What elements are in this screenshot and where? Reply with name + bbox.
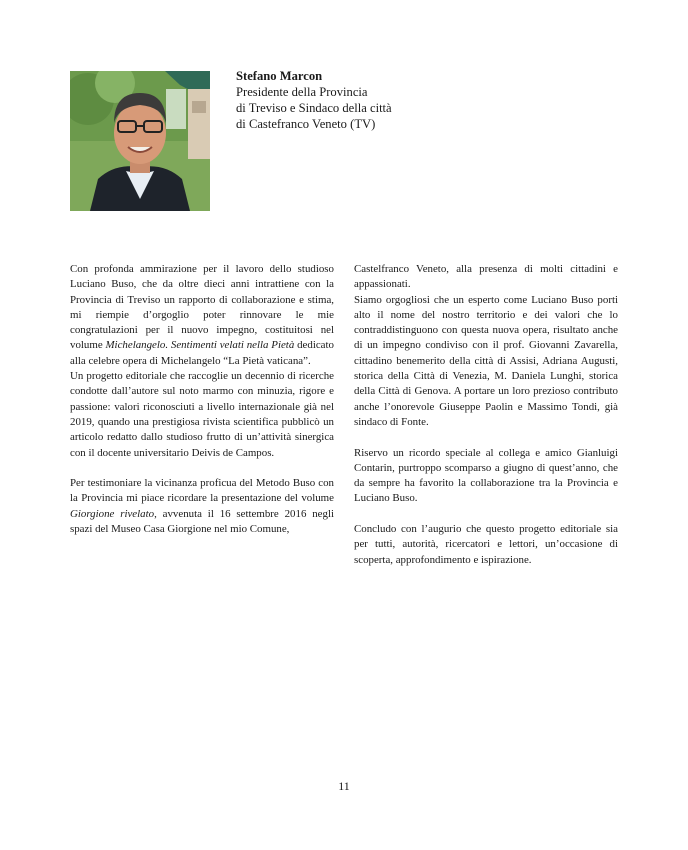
- author-portrait-photo: [70, 71, 210, 211]
- author-role-line-3: di Castefranco Veneto (TV): [236, 117, 376, 131]
- right-paragraph-4: Concludo con l’augurio che questo progetto editoriale sia per tutti, autorità, ricercatori e lettori, un’occasione di scoperta, approfondimento e ispirazione.: [354, 523, 618, 566]
- right-paragraph-3: Riservo un ricordo speciale al collega e amico Gianluigi Contarin, purtroppo scomparso a giugno di quest’anno, che da sempre ha favorito la collaborazione tra la Provincia e Luciano Buso.: [354, 446, 618, 505]
- author-role-line-2: di Treviso e Sindaco della città: [236, 101, 392, 115]
- left-p3-text-b: , avvenuta il 16 settembre 2016 negli spazi del Museo Casa Giorgione nel mio Comune,: [70, 507, 335, 536]
- author-caption: [236, 68, 536, 132]
- left-p1-italic-title: Michelangelo. Sentimenti velati nella Pietà: [105, 339, 295, 352]
- author-name: Stefano Marcon: [236, 69, 323, 83]
- author-role-line-1: Presidente della Provincia: [236, 85, 368, 99]
- left-p3-italic-title: Giorgione rivelato: [70, 507, 155, 520]
- right-paragraph-2: Siamo orgogliosi che un esperto come Luciano Buso porti alto il nome del nostro territorio e dei valori che lo contraddistinguono con questa nuova opera, risultato anche di un impegno condiviso con il prof. Giovanni Zavarella, cittadino benemerito della città di Assisi, Adriana Augusti, storica della Città di Venezia, M. Daniela Lunghi, storica della Città di Genova. A portare un loro prezioso contributo anche l’onorevole Giuseppe Paolin e Massimo Tondi, già sindaco di Fonte.: [354, 293, 618, 428]
- page-number: 11: [338, 779, 350, 793]
- portrait-photo-icon: [70, 71, 210, 211]
- right-paragraph-1: Castelfranco Veneto, alla presenza di molti cittadini e appassionati.: [354, 263, 618, 291]
- left-paragraph-3: [70, 476, 334, 537]
- left-p3-text-a: Per testimoniare la vicinanza proficua del Metodo Buso con la Provincia mi piace ricordare la presentazione del volume: [70, 477, 334, 505]
- left-p1-text-b: dedicato alla celebre opera di Michelangelo “La Pietà vaticana”.: [70, 339, 334, 367]
- left-paragraph-1: [70, 262, 334, 369]
- right-text-column: [354, 262, 618, 568]
- left-paragraph-2: Un progetto editoriale che raccoglie un decennio di ricerche condotte dall’autore sul noto marmo con minuzia, rigore e passione: valori riconosciuti a livello internazionale già nel 2019, quando una prestigiosa rivista scientifica pubblicò un articolo redatto dallo studioso frutto di un’attività sinergica con il docente universitario Deivis de Campos.: [70, 370, 334, 459]
- left-text-column: [70, 262, 334, 537]
- left-p1-text-a: Con profonda ammirazione per il lavoro dello studioso Luciano Buso, che da oltre dieci anni intrattiene con la Provincia di Treviso un rapporto di collaborazione e stima, mi riempie d’orgoglio poter rinnovare le mie congratulazioni per il nuovo impegno, costituitosi nel volume: [70, 263, 334, 352]
